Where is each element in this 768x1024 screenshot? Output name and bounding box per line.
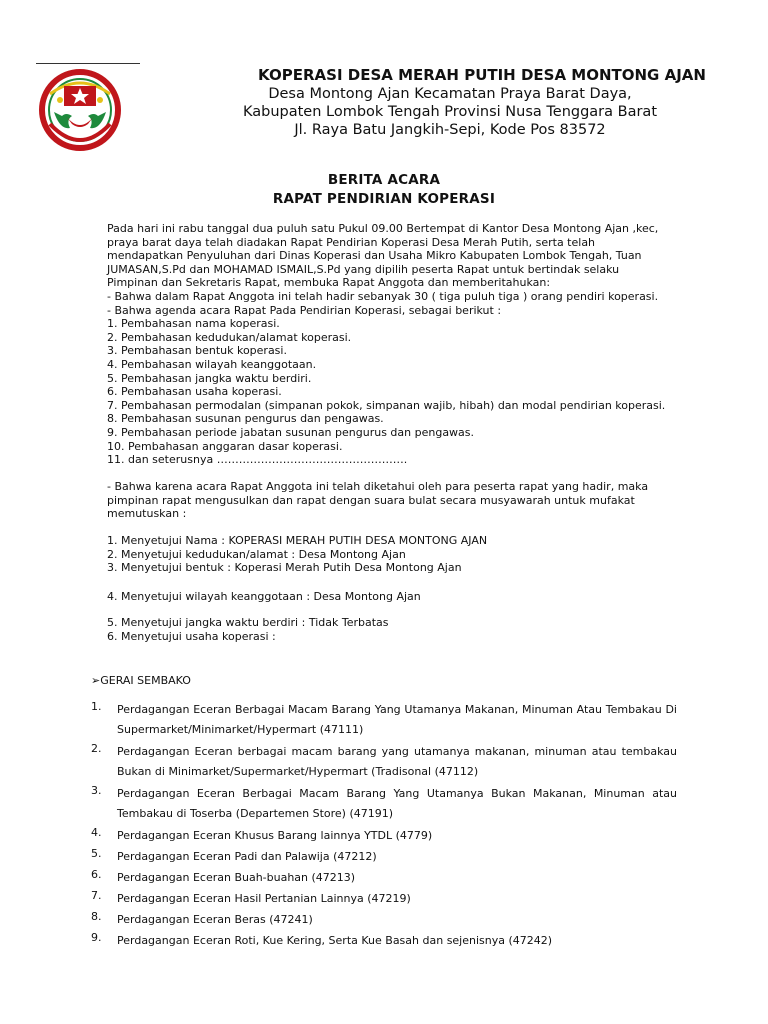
decision-line: 1. Menyetujui Nama : KOPERASI MERAH PUTIH DESA MONTONG AJAN [107,534,488,547]
list-item-number: 1. [91,700,102,713]
list-item [91,826,677,846]
intro-line: JUMASAN,S.Pd dan MOHAMAD ISMAIL,S.Pd yang dipilih peserta Rapat untuk bertindak selaku [107,262,620,276]
list-item [91,700,677,740]
intro-line: mendapatkan Penyuluhan dari Dinas Koperasi dan Usaha Mikro Kabupaten Lombok Tengah, Tuan [107,249,642,263]
list-item [91,742,677,782]
agenda-line: 1. Pembahasan nama koperasi. [107,317,280,331]
list-item-number: 5. [91,847,102,860]
intro-line: Pada hari ini rabu tanggal dua puluh satu Pukul 09.00 Bertempat di Kantor Desa Montong Ajan ,kec, [107,222,659,235]
list-item [91,868,677,888]
decision-line: 2. Menyetujui kedudukan/alamat : Desa Montong Ajan [107,547,406,561]
agenda-line: 4. Pembahasan wilayah keanggotaan. [107,357,317,371]
decision-line: 3. Menyetujui bentuk : Koperasi Merah Putih Desa Montong Ajan [107,561,462,575]
agenda-line: 5. Pembahasan jangka waktu berdiri. [107,371,312,385]
list-item-text: Perdagangan Eceran Khusus Barang lainnya YTDL (4779) [117,829,433,842]
decision-list-b [107,616,677,643]
cooperative-emblem-icon [36,64,140,152]
intro-line: praya barat daya telah diadakan Rapat Pendirian Koperasi Desa Merah Putih, serta telah [107,235,596,249]
list-item-text: Perdagangan Eceran Berbagai Macam Barang Yang Utamanya Makanan, Minuman Atau Tembakau Di Supermarket/Minimarket/Hypermart (47111) [117,703,677,736]
agenda-line: 3. Pembahasan bentuk koperasi. [107,344,287,358]
organization-name: KOPERASI DESA MERAH PUTIH DESA MONTONG AJAN [258,66,706,84]
list-item [91,784,677,824]
agenda-line: 7. Pembahasan permodalan (simpanan pokok, simpanan wajib, hibah) dan modal pendirian koperasi. [107,398,666,412]
agenda-line: 9. Pembahasan periode jabatan susunan pengurus dan pengawas. [107,425,475,439]
list-item [91,889,677,909]
document-subtitle: RAPAT PENDIRIAN KOPERASI [272,191,496,207]
list-item-number: 3. [91,784,102,797]
agenda-line: - Bahwa agenda acara Rapat Pada Pendirian Koperasi, sebagai berikut : [107,303,502,317]
list-item-text: Perdagangan Eceran Beras (47241) [117,913,313,926]
list-item-number: 2. [91,742,102,755]
list-item [91,931,677,951]
agenda-line: 6. Pembahasan usaha koperasi. [107,385,282,399]
list-item-number: 9. [91,931,102,944]
list-item-text: Perdagangan Eceran Berbagai Macam Barang Yang Utamanya Bukan Makanan, Minuman atau Tembakau di Toserba (Departemen Store) (47191) [117,787,677,820]
decision-line: 6. Menyetujui usaha koperasi : [107,629,276,643]
resolution-line: pimpinan rapat mengusulkan dan rapat dengan suara bulat secara musyawarah untuk mufakat [107,493,635,507]
list-item-text: Perdagangan Eceran Hasil Pertanian Lainnya (47219) [117,892,411,905]
list-item [91,847,677,867]
address-line-3: Jl. Raya Batu Jangkih-Sepi, Kode Pos 83572 [294,122,606,138]
resolution-paragraph [107,480,677,521]
gerai-sembako-heading: ➢GERAI SEMBAKO [91,674,191,687]
list-item-number: 6. [91,868,102,881]
document-title: BERITA ACARA [327,172,441,188]
intro-line: Pimpinan dan Sekretaris Rapat, membuka Rapat Anggota dan memberitahukan: [107,276,551,290]
cooperative-logo [36,64,140,152]
list-item-text: Perdagangan Eceran berbagai macam barang yang utamanya makanan, minuman atau tembakau Bukan di Minimarket/Supermarket/Hypermart (Tradisonal (47112) [117,745,677,778]
decision-line: 4. Menyetujui wilayah keanggotaan : Desa Montong Ajan [107,590,421,603]
decision-list-a [107,534,677,575]
list-item-number: 7. [91,889,102,902]
decision-list-4 [107,590,677,604]
agenda-line: 8. Pembahasan susunan pengurus dan pengawas. [107,412,384,426]
kbli-list [91,700,677,952]
address-line-2: Kabupaten Lombok Tengah Provinsi Nusa Tenggara Barat [242,104,658,120]
list-item-text: Perdagangan Eceran Buah-buahan (47213) [117,871,356,884]
agenda-line: - Bahwa dalam Rapat Anggota ini telah hadir sebanyak 30 ( tiga puluh tiga ) orang pendiri koperasi. [107,290,659,303]
agenda-line: 11. dan seterusnya ……………………………………………. [107,453,408,467]
decision-line: 5. Menyetujui jangka waktu berdiri : Tidak Terbatas [107,616,389,629]
list-item-number: 4. [91,826,102,839]
list-item [91,910,677,930]
list-item-text: Perdagangan Eceran Roti, Kue Kering, Serta Kue Basah dan sejenisnya (47242) [117,934,553,947]
resolution-line: - Bahwa karena acara Rapat Anggota ini telah diketahui oleh para peserta rapat yang hadir, maka [107,480,649,493]
intro-paragraph [107,222,677,290]
agenda-line: 10. Pembahasan anggaran dasar koperasi. [107,439,343,453]
address-line-1: Desa Montong Ajan Kecamatan Praya Barat Daya, [268,86,632,102]
agenda-list [107,290,677,467]
resolution-line: memutuskan : [107,507,187,521]
agenda-line: 2. Pembahasan kedudukan/alamat koperasi. [107,330,352,344]
list-item-text: Perdagangan Eceran Padi dan Palawija (47212) [117,850,377,863]
list-item-number: 8. [91,910,102,923]
